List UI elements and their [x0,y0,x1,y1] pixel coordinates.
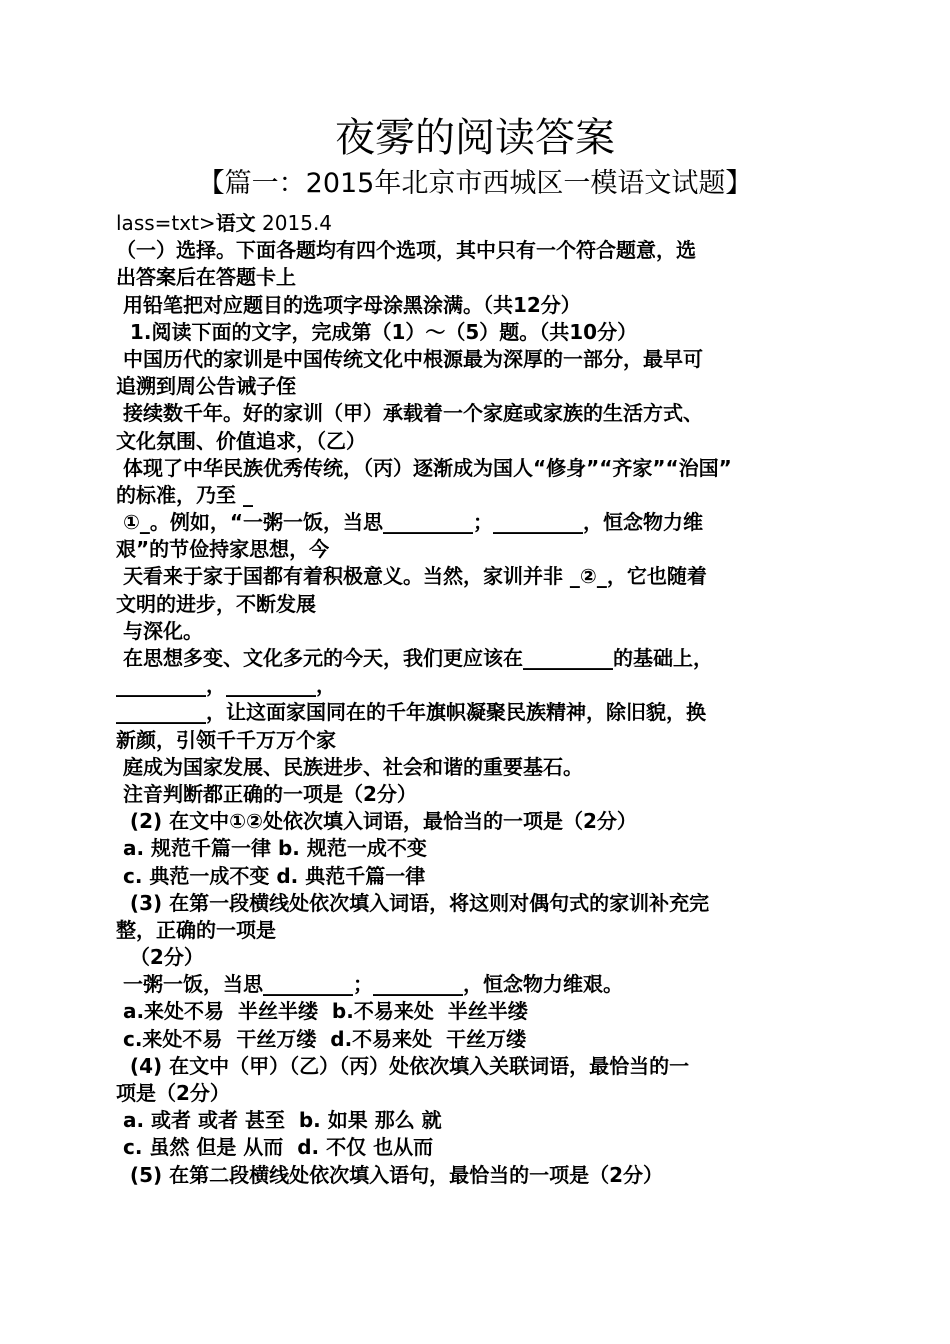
text-line: 庭成为国家发展、民族进步、社会和谐的重要基石。 [116,754,583,779]
text-line: (2) 在文中①②处依次填入词语，最恰当的一项是（2分） [116,809,637,834]
first-line [116,210,836,237]
text-line: 的标准，乃至 _ [116,482,253,507]
text-line: 在思想多变、文化多元的今天，我们更应该在_________的基础上， [116,646,713,670]
text-line: 天看来于家于国都有着积极意义。当然，家训并非 _②_，它也随着 [116,564,707,589]
text-line: c. 虽然 但是 从而 d. 不仅 也从而 [116,1135,434,1160]
text-line: a. 规范千篇一律 b. 规范一成不变 [116,836,427,861]
text-line: 文化氛围、价值追求，（乙） [116,428,366,453]
text-line: 体现了中华民族优秀传统，（丙）逐渐成为国人“修身”“齐家”“治国” [116,455,732,480]
text-line: 1.阅读下面的文字，完成第（1）～（5）题。（共10分） [116,319,638,344]
first-line-prefix: lass=txt> [116,211,216,235]
document-subtitle: 【篇一：2015年北京市西城区一模语文试题】 [197,168,753,199]
text-line: c. 典范一成不变 d. 典范千篇一律 [116,863,426,888]
text-line: (4) 在文中（甲）（乙）（丙）处依次填入关联词语，最恰当的一 [116,1053,690,1078]
text-line: a.来处不易 半丝半缕 b.不易来处 半丝半缕 [116,999,528,1024]
text-line: (3) 在第一段横线处依次填入词语，将这则对偶句式的家训补充完 [116,890,710,915]
text-line: 追溯到周公告诫子侄 [116,374,296,399]
text-line: c.来处不易 干丝万缕 d.不易来处 干丝万缕 [116,1026,527,1051]
text-line: （一）选择。下面各题均有四个选项，其中只有一个符合题意，选 [116,238,696,263]
text-line: _________，_________， [116,673,336,698]
text-line: _________，让这面家国同在的千年旗帜凝聚民族精神，除旧貌，换 [116,700,706,725]
text-line: (5) 在第二段横线处依次填入语句，最恰当的一项是（2分） [116,1162,664,1187]
text-line: 用铅笔把对应题目的选项字母涂黑涂满。（共12分） [116,292,581,317]
text-line: 出答案后在答题卡上 [116,265,296,290]
first-line-bold: 语文 [215,211,256,235]
text-line: 新颜，引领千千万万个家 [116,727,336,752]
text-line: 接续数千年。好的家训（甲）承载着一个家庭或家族的生活方式、 [116,401,703,426]
text-line: 项是（2分） [116,1081,230,1105]
document-title: 夜雾的阅读答案 [335,115,615,161]
text-line: 一粥一饭，当思_________；_________，恒念物力维艰。 [116,972,623,997]
document-body [116,210,836,1189]
text-line: ①_。例如，“一粥一饭，当思_________；_________，恒念物力维 [116,510,704,535]
text-line: （2分） [116,945,204,970]
text-line: 注音判断都正确的一项是（2分） [116,781,417,806]
text-line: 中国历代的家训是中国传统文化中根源最为深厚的一部分，最早可 [116,346,703,371]
text-line: 艰”的节俭持家思想，今 [116,537,330,562]
text-line: a. 或者 或者 甚至 b. 如果 那么 就 [116,1108,442,1133]
first-line-suffix: 2015.4 [255,211,333,235]
text-line: 与深化。 [116,618,203,643]
text-line: 整，正确的一项是 [116,917,276,942]
text-line: 文明的进步，不断发展 [116,591,316,616]
